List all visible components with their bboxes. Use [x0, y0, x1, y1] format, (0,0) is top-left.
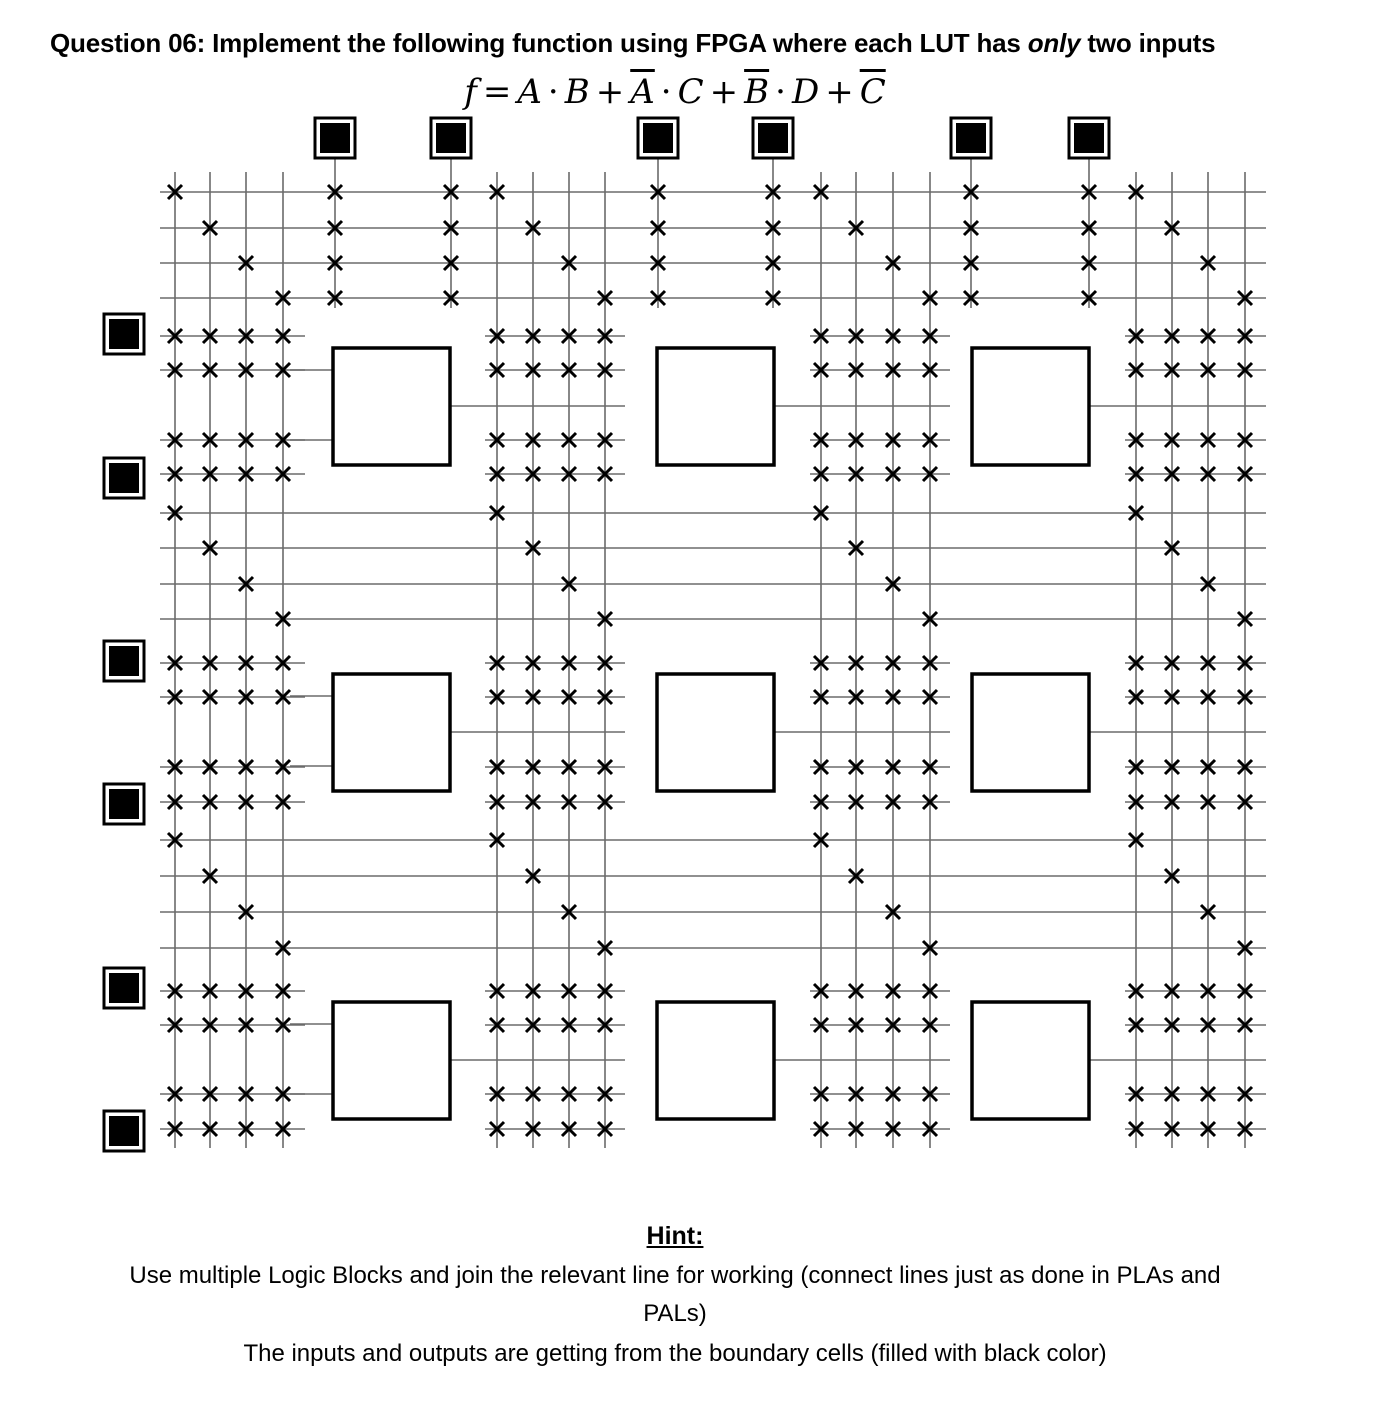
question-prefix: Question 06:	[50, 28, 213, 58]
hint-line-1: Use multiple Logic Blocks and join the relevant line for working (connect lines just as done in PLAs and	[129, 1262, 1221, 1289]
formula-term2-a: $\overline{A}$	[630, 72, 655, 112]
question-main: Implement the following function using FPGA where each LUT has	[212, 28, 1028, 58]
formula-plus-1: +	[595, 72, 625, 112]
formula-term1-a: A	[517, 72, 542, 112]
logic-block-2-2	[972, 1002, 1089, 1119]
formula-dot-3: ·	[775, 72, 786, 112]
formula-equals: =	[482, 72, 512, 112]
io-pad-left-4	[109, 973, 139, 1003]
io-pad-top-3	[758, 123, 788, 153]
io-pad-left-0	[109, 319, 139, 349]
io-pad-top-0	[320, 123, 350, 153]
logic-block-1-0	[333, 674, 450, 791]
formula-lhs: f	[464, 72, 477, 112]
hint-line-3: The inputs and outputs are getting from the boundary cells (filled with black color)	[243, 1340, 1107, 1367]
logic-block-0-0	[333, 348, 450, 465]
logic-block-0-1	[657, 348, 774, 465]
hint-title: Hint:	[646, 1222, 704, 1250]
question-suffix: two inputs	[1080, 28, 1216, 58]
logic-block-1-2	[972, 674, 1089, 791]
io-pad-top-5	[1074, 123, 1104, 153]
io-pad-left-2	[109, 646, 139, 676]
formula-term3-a: $\overline{B}$	[744, 72, 770, 112]
io-pad-top-1	[436, 123, 466, 153]
logic-block-2-0	[333, 1002, 450, 1119]
io-pad-top-4	[956, 123, 986, 153]
formula-term1-b: B	[564, 72, 590, 112]
logic-block-1-1	[657, 674, 774, 791]
io-pad-left-1	[109, 463, 139, 493]
formula-plus-2: +	[709, 72, 739, 112]
io-pad-top-2	[643, 123, 673, 153]
io-pad-left-5	[109, 1116, 139, 1146]
question-emphasis: only	[1027, 28, 1081, 58]
formula-term4: $\overline{C}$	[859, 72, 886, 112]
hint-line-2: PALs)	[643, 1300, 707, 1327]
formula-term3-b: D	[791, 72, 820, 112]
logic-block-0-2	[972, 348, 1089, 465]
formula-term2-b: C	[677, 72, 704, 112]
formula-dot-2: ·	[660, 72, 672, 112]
io-pad-left-3	[109, 789, 139, 819]
logic-block-2-1	[657, 1002, 774, 1119]
formula-dot-1: ·	[547, 72, 559, 112]
formula-plus-3: +	[825, 72, 854, 112]
